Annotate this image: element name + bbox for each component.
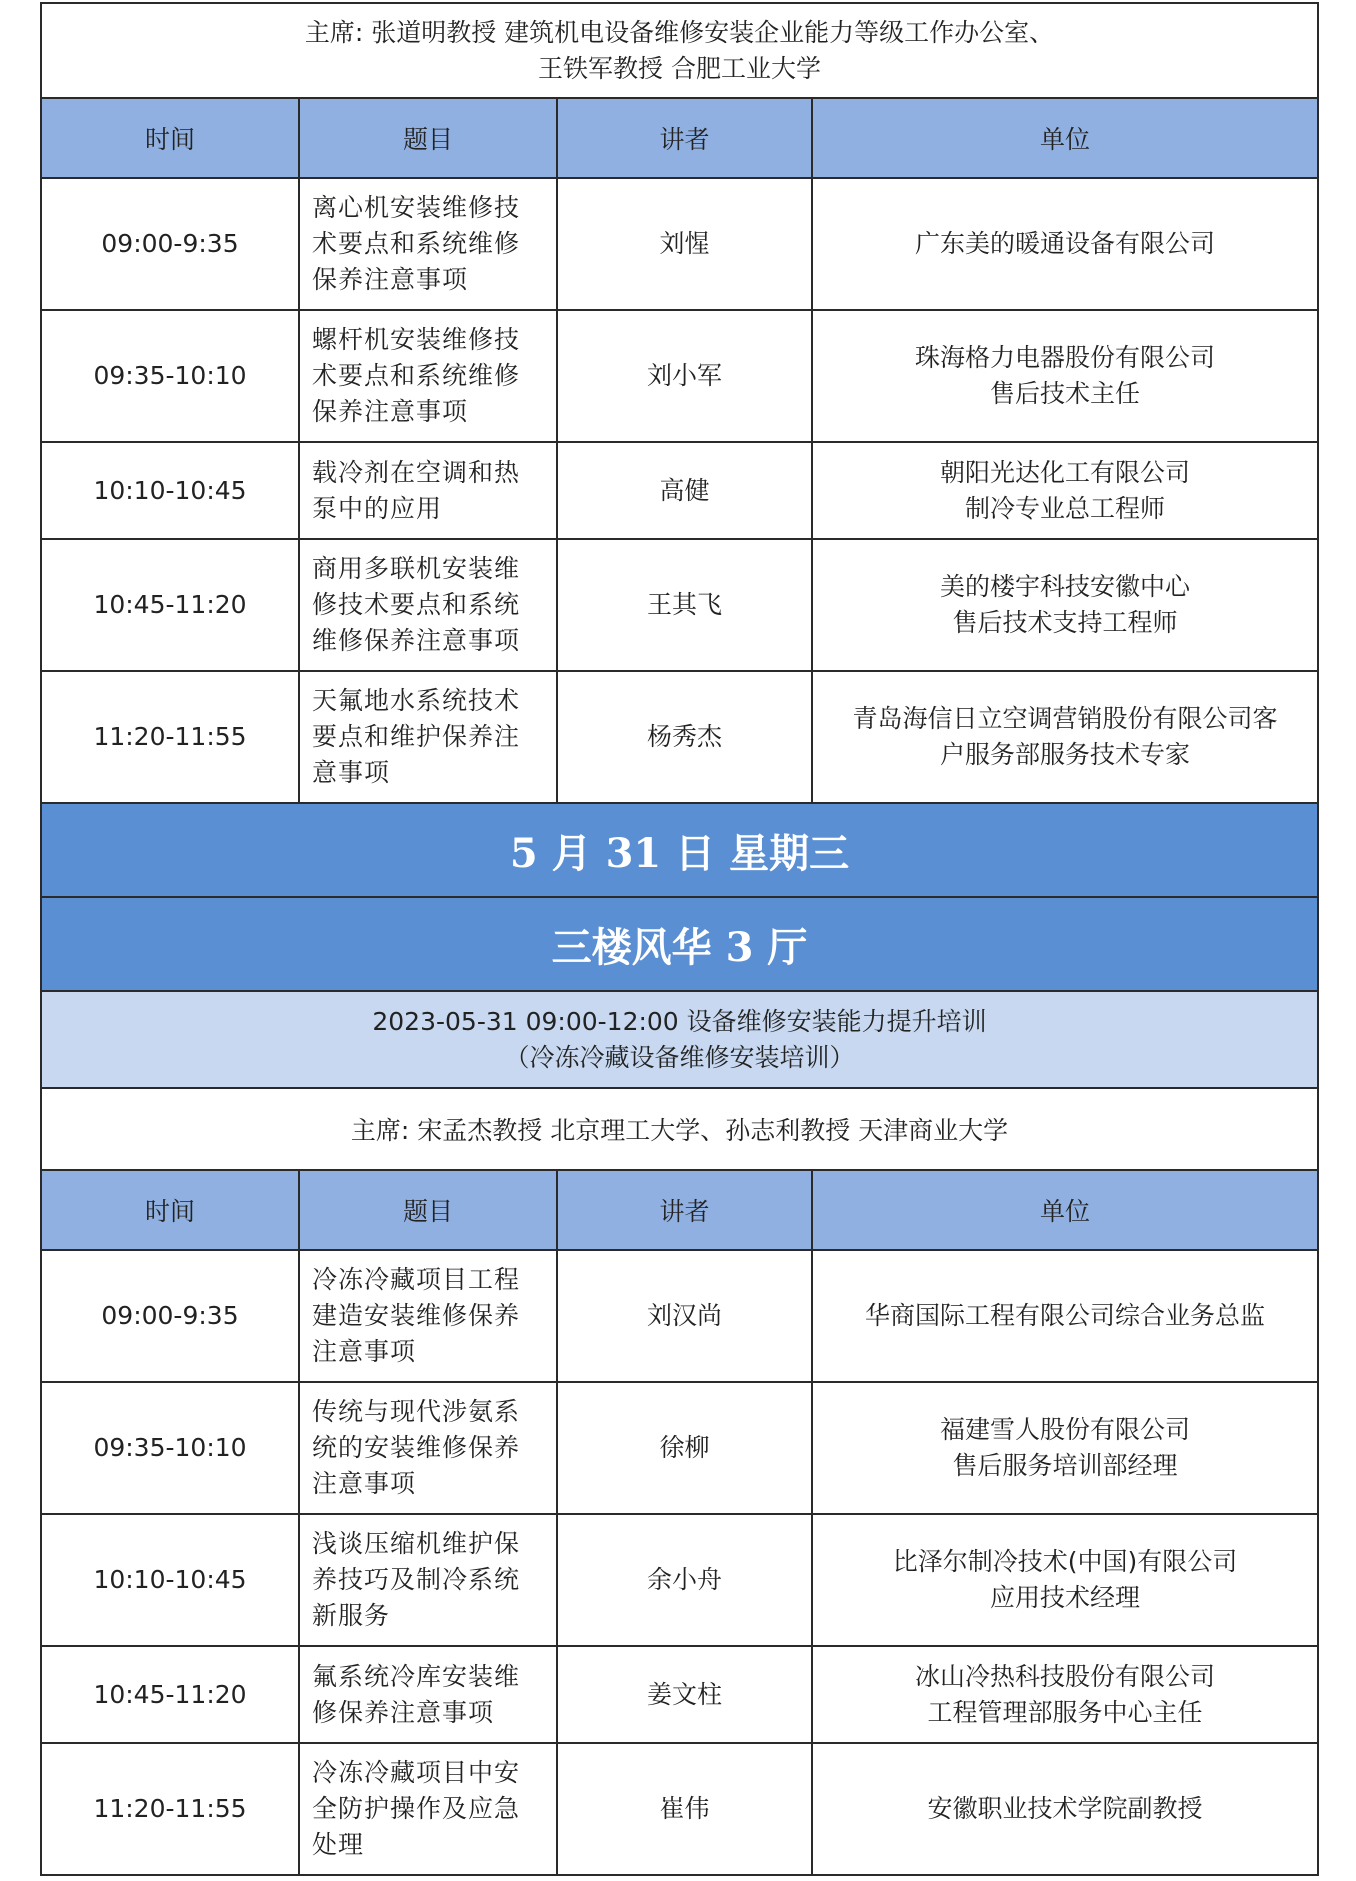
chair-line: 王铁军教授 合肥工业大学: [538, 53, 821, 83]
topic-line: 修技术要点和系统: [312, 590, 521, 619]
schedule-table: [40, 2, 1319, 1876]
table-row: [41, 1514, 1318, 1646]
unit-cell: [812, 1250, 1318, 1382]
unit-line: 应用技术经理: [990, 1583, 1141, 1612]
table-row: [41, 1646, 1318, 1743]
unit-line: 福建雪人股份有限公司: [940, 1415, 1191, 1444]
table-row: [41, 539, 1318, 671]
topic-cell: [299, 1250, 557, 1382]
unit-line: 售后技术主任: [990, 379, 1141, 408]
topic-cell: [299, 310, 557, 442]
unit-line: 广东美的暖通设备有限公司: [915, 229, 1216, 258]
topic-line: 螺杆机安装维修技: [312, 325, 521, 354]
unit-cell: [812, 442, 1318, 539]
time-cell: 11:20-11:55: [41, 1743, 299, 1875]
topic-line: 保养注意事项: [312, 265, 469, 294]
speaker-cell: 崔伟: [557, 1743, 812, 1875]
speaker-cell: 余小舟: [557, 1514, 812, 1646]
topic-line: 泵中的应用: [312, 493, 443, 523]
topic-line: 术要点和系统维修: [312, 361, 521, 390]
speaker-cell: 杨秀杰: [557, 671, 812, 803]
unit-line: 珠海格力电器股份有限公司: [915, 343, 1216, 372]
unit-line: 售后服务培训部经理: [952, 1451, 1178, 1480]
header-row: [41, 1170, 1318, 1250]
topic-cell: [299, 442, 557, 539]
time-cell: 09:35-10:10: [41, 310, 299, 442]
time-cell: 11:20-11:55: [41, 671, 299, 803]
unit-cell: [812, 1514, 1318, 1646]
speaker-cell: 姜文柱: [557, 1646, 812, 1743]
table-row: [41, 442, 1318, 539]
unit-line: 安徽职业技术学院副教授: [927, 1794, 1203, 1823]
unit-line: 美的楼宇科技安徽中心: [940, 572, 1191, 601]
topic-line: 氟系统冷库安装维: [312, 1661, 521, 1691]
unit-line: 户服务部服务技术专家: [940, 740, 1191, 769]
unit-line: 工程管理部服务中心主任: [927, 1697, 1203, 1727]
day-banner-row: [41, 803, 1318, 897]
speaker-cell: 刘汉尚: [557, 1250, 812, 1382]
header-topic: 题目: [299, 98, 557, 178]
time-cell: 10:45-11:20: [41, 1646, 299, 1743]
speaker-cell: 刘小军: [557, 310, 812, 442]
time-cell: 10:10-10:45: [41, 442, 299, 539]
topic-cell: [299, 539, 557, 671]
table-row: [41, 1250, 1318, 1382]
time-cell: 09:00-9:35: [41, 1250, 299, 1382]
day-banner: 5 月 31 日 星期三: [41, 803, 1318, 897]
topic-line: 传统与现代涉氨系: [312, 1397, 521, 1426]
topic-line: 要点和维护保养注: [312, 722, 521, 751]
topic-cell: [299, 1646, 557, 1743]
time-cell: 10:45-11:20: [41, 539, 299, 671]
table-row: [41, 671, 1318, 803]
topic-line: 保养注意事项: [312, 397, 469, 426]
unit-cell: [812, 310, 1318, 442]
table-row: [41, 178, 1318, 310]
room-banner-row: [41, 897, 1318, 991]
unit-cell: [812, 1382, 1318, 1514]
unit-line: 冰山冷热科技股份有限公司: [915, 1661, 1216, 1691]
topic-line: 新服务: [312, 1601, 391, 1630]
topic-line: 术要点和系统维修: [312, 229, 521, 258]
topic-cell: [299, 178, 557, 310]
unit-line: 售后技术支持工程师: [952, 608, 1178, 637]
time-cell: 10:10-10:45: [41, 1514, 299, 1646]
unit-line: 青岛海信日立空调营销股份有限公司客: [852, 704, 1278, 733]
speaker-cell: 刘惺: [557, 178, 812, 310]
speaker-cell: 徐柳: [557, 1382, 812, 1514]
topic-cell: [299, 1743, 557, 1875]
topic-line: 建造安装维修保养: [312, 1301, 521, 1330]
chair-cell: 主席: 宋孟杰教授 北京理工大学、孙志利教授 天津商业大学: [41, 1088, 1318, 1170]
topic-line: 载冷剂在空调和热: [312, 457, 521, 487]
topic-cell: [299, 1514, 557, 1646]
topic-line: 维修保养注意事项: [312, 626, 521, 655]
chair-line: 主席: 张道明教授 建筑机电设备维修安装企业能力等级工作办公室、: [304, 17, 1055, 47]
header-time: 时间: [41, 98, 299, 178]
header-unit: 单位: [812, 98, 1318, 178]
session-row: [41, 991, 1318, 1088]
unit-line: 华商国际工程有限公司综合业务总监: [865, 1301, 1266, 1330]
topic-line: 注意事项: [312, 1469, 417, 1498]
table-row: [41, 310, 1318, 442]
session-subtitle: （冷冻冷藏设备维修安装培训）: [504, 1042, 855, 1072]
room-banner: 三楼风华 3 厅: [41, 897, 1318, 991]
topic-cell: [299, 1382, 557, 1514]
unit-cell: [812, 1743, 1318, 1875]
topic-line: 冷冻冷藏项目工程: [312, 1265, 521, 1294]
topic-cell: [299, 671, 557, 803]
topic-line: 处理: [312, 1830, 365, 1859]
session-title: 2023-05-31 09:00-12:00 设备维修安装能力提升培训: [372, 1006, 987, 1036]
topic-line: 统的安装维修保养: [312, 1433, 521, 1462]
topic-line: 修保养注意事项: [312, 1697, 495, 1727]
session-cell: [41, 991, 1318, 1088]
topic-line: 意事项: [312, 758, 391, 787]
topic-line: 全防护操作及应急: [312, 1794, 521, 1823]
header-speaker: 讲者: [557, 98, 812, 178]
header-speaker: 讲者: [557, 1170, 812, 1250]
topic-line: 商用多联机安装维: [312, 554, 521, 583]
unit-cell: [812, 1646, 1318, 1743]
table-row: [41, 1743, 1318, 1875]
topic-line: 冷冻冷藏项目中安: [312, 1758, 521, 1787]
unit-cell: [812, 178, 1318, 310]
unit-line: 比泽尔制冷技术(中国)有限公司: [892, 1547, 1238, 1576]
time-cell: 09:35-10:10: [41, 1382, 299, 1514]
topic-line: 离心机安装维修技: [312, 193, 521, 222]
header-topic: 题目: [299, 1170, 557, 1250]
unit-line: 朝阳光达化工有限公司: [940, 457, 1191, 487]
topic-line: 注意事项: [312, 1337, 417, 1366]
time-cell: 09:00-9:35: [41, 178, 299, 310]
unit-cell: [812, 539, 1318, 671]
speaker-cell: 高健: [557, 442, 812, 539]
table-row: [41, 1382, 1318, 1514]
header-row: [41, 98, 1318, 178]
chair-row: [41, 3, 1318, 98]
unit-cell: [812, 671, 1318, 803]
header-unit: 单位: [812, 1170, 1318, 1250]
unit-line: 制冷专业总工程师: [965, 493, 1166, 523]
speaker-cell: 王其飞: [557, 539, 812, 671]
schedule-sheet: [40, 2, 1317, 1876]
header-time: 时间: [41, 1170, 299, 1250]
chair-row: [41, 1088, 1318, 1170]
chair-cell: [41, 3, 1318, 98]
topic-line: 浅谈压缩机维护保: [312, 1529, 521, 1558]
topic-line: 天氟地水系统技术: [312, 686, 521, 715]
topic-line: 养技巧及制冷系统: [312, 1565, 521, 1594]
